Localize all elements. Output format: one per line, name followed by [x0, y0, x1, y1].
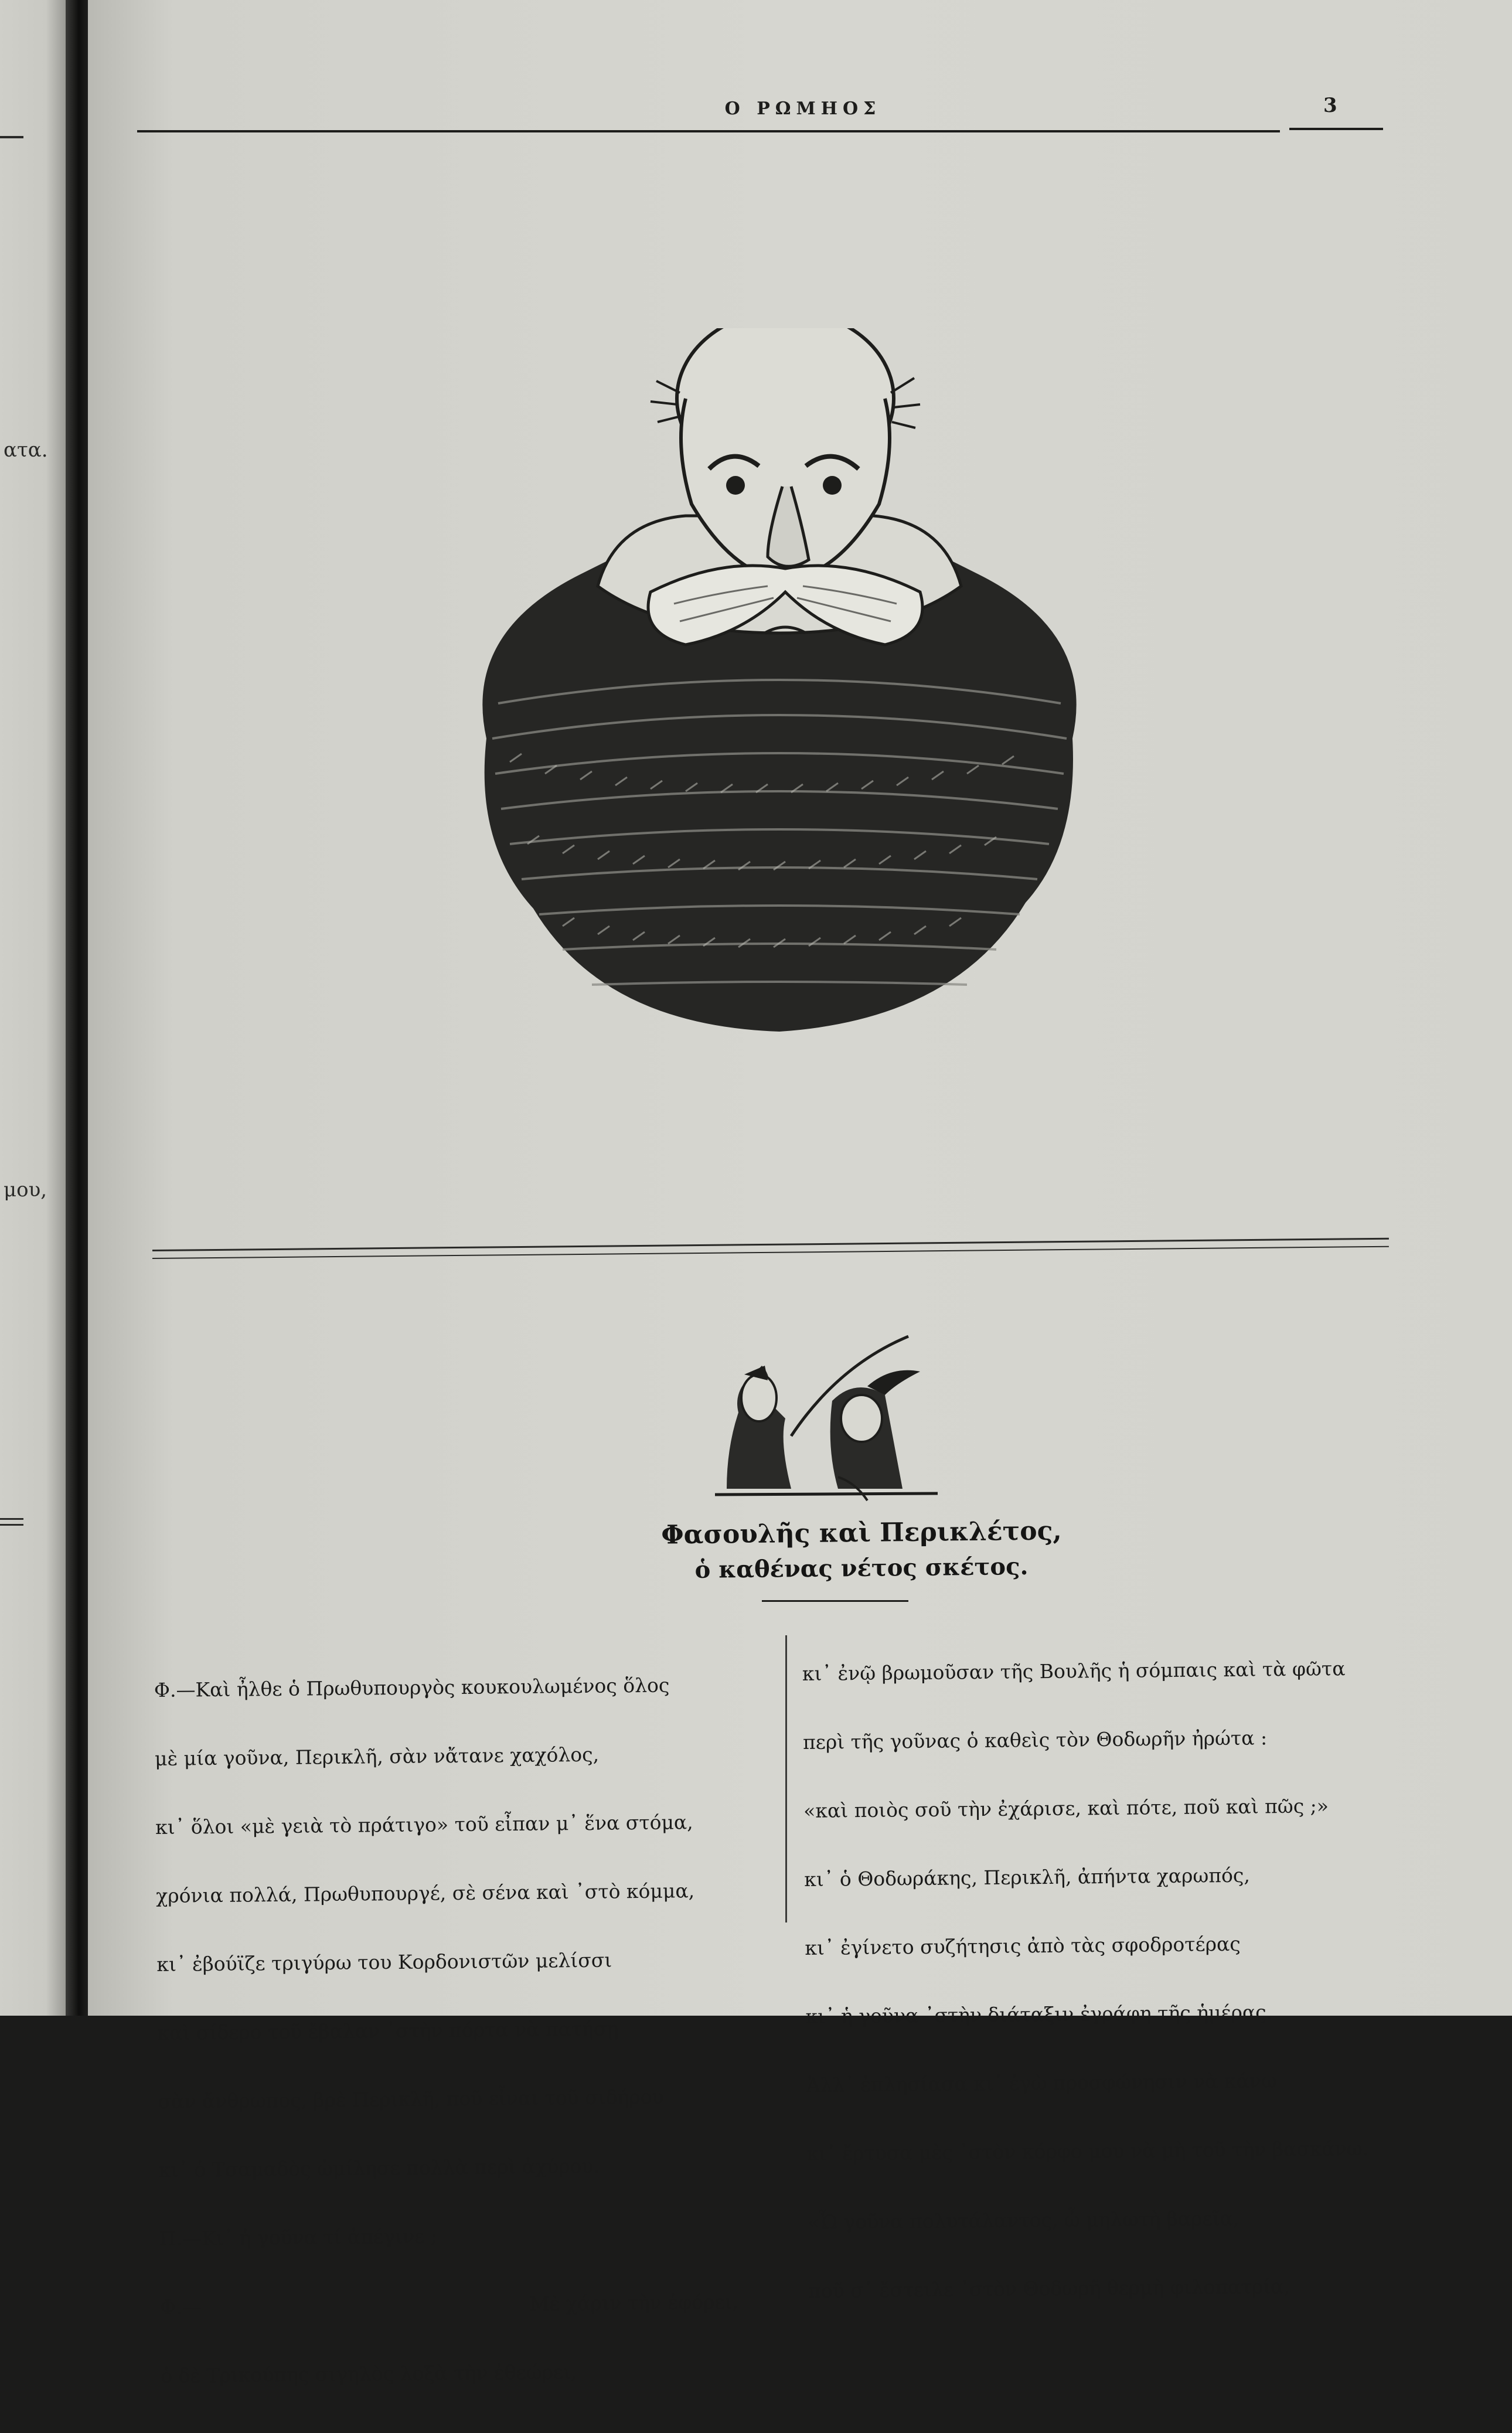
- section-separator: [152, 1238, 1389, 1251]
- verse-line: σὰν ἄνθρωπος, βρὲ Περικλῆ, ποῦ εἶναι τοῦ σιδήρου: [158, 2085, 664, 2113]
- dialogue-title: Φασουλῆς καὶ Περικλέτος,: [661, 1516, 1062, 1550]
- verse-line: «καὶ ποιὸς σοῦ τὴν ἐχάρισε, καὶ πότε, ποῦ καὶ πῶς ;»: [803, 1794, 1329, 1822]
- verse-line: κι᾽ ἐβούϊζε τριγύρω του Κορδονιστῶν μελίσσι: [156, 1948, 612, 1976]
- verse-line: Φ.—Καὶ ἦλθε ὁ Πρωθυπουργὸς κουκουλωμένος ὅλος: [154, 1673, 670, 1702]
- verse-line: κι᾽ ἡ γοῦνα ᾽στὴν διάταξιν ἐγράφη τῆς ἡμέρας.: [805, 2000, 1273, 2028]
- page-number: 3: [1323, 94, 1337, 117]
- newspaper-page: [88, 0, 1512, 2387]
- previous-page-fragment: ατα.: [4, 438, 48, 462]
- caricature-illustration: [440, 328, 1119, 1049]
- dialogue-subtitle: ὁ καθένας νέτος σκέτος.: [694, 1553, 1029, 1584]
- verse-line: καὶ σίδερο τοῦ ἔβαλαν ᾽στὴν πόρτα νὰ πατήσῃ: [157, 2017, 619, 2044]
- verse-line: κι᾽ ὁ Τσαμαδὸς ὡμίλησε πολλὰ περὶ ἀχύρου.: [158, 2154, 600, 2182]
- verse-line: κι᾽ ὁ Θοδωράκης, Περικλῆ, ἀπήντα χαρωπός,: [804, 1863, 1251, 1891]
- verse-line: κι᾽ ἔρτυσα μὲς ᾽στὸν κόρφο μου νὰ μὴ τοῦ τὴν βασκάνω.: [806, 2136, 1369, 2165]
- verse-line: κι᾽ ὅλοι «μὲ γειὰ τὸ πράτιγο» τοῦ εἶπαν μ᾽ ἕνα στόμα,: [155, 1811, 693, 1839]
- previous-page-rule: [0, 136, 23, 138]
- verse-line: Ἀλλ᾽ ἐπλησίασα κι᾽ ἐγὼ προσφώνησιν νὰ κάνω: [806, 2069, 1278, 2097]
- title-rule: [762, 1600, 908, 1602]
- verse-line: Π.—Κι᾽ ἡ γοῦνα τί ἀπέγινε ;: [159, 2224, 437, 2250]
- verse-line: [160, 2290, 781, 2319]
- verse-line: «Ὦ γοῦνα πολυτάλαντος, ὦ μηλωτὴ βαρεῖα,: [807, 2206, 1239, 2234]
- dialogue-left-column: [154, 1627, 782, 2433]
- previous-page-rule: [0, 1524, 23, 1526]
- column-divider: [785, 1635, 787, 1922]
- previous-page-fragment: μου,: [4, 1178, 47, 1202]
- page-number-rule: [1289, 128, 1383, 130]
- verse-line: ὁ δὲ Τρικούπης σιγηλὸς λοξὰ τὴν ἐθεώρει,: [160, 2360, 577, 2387]
- masthead-title: Ο ΡΩΜΗΟΣ: [724, 98, 881, 119]
- verse-text: Μὲ χάριν τὴν ἐφόρει,: [529, 2290, 739, 2315]
- puppet-vignette-illustration: [692, 1331, 961, 1512]
- previous-page-edge: [0, 0, 66, 2016]
- verse-line: κι᾽ ἐνῷ βρωμοῦσαν τῆς Βουλῆς ἡ σόμπαις καὶ τὰ φῶτα: [802, 1657, 1346, 1685]
- dialogue-right-column: [802, 1610, 1483, 2348]
- verse-line: μὲ μία γοῦνα, Περικλῆ, σὰν νἄτανε χαχόλος,: [154, 1743, 600, 1770]
- previous-page-rule: [0, 1518, 23, 1520]
- speaker-label: Φ.—: [159, 2295, 202, 2319]
- verse-line: κι᾽ ἐγίνετο συζήτησις ἀπὸ τὰς σφοδροτέρας: [805, 1932, 1241, 1959]
- verse-line: περὶ τῆς γοῦνας ὁ καθεὶς τὸν Θοδωρῆν ἠρώτα :: [802, 1726, 1268, 1754]
- header-rule: [137, 130, 1280, 132]
- verse-line: ποῦ σ᾽ ἔστειλε ᾽στὸν Θοδωρῆ θερμὴ φιλοπατρία,: [808, 2275, 1290, 2302]
- verse-line: χρόνια πολλά, Πρωθυπουργέ, σὲ σένα καὶ ᾽στὸ κόμμα,: [156, 1879, 695, 1907]
